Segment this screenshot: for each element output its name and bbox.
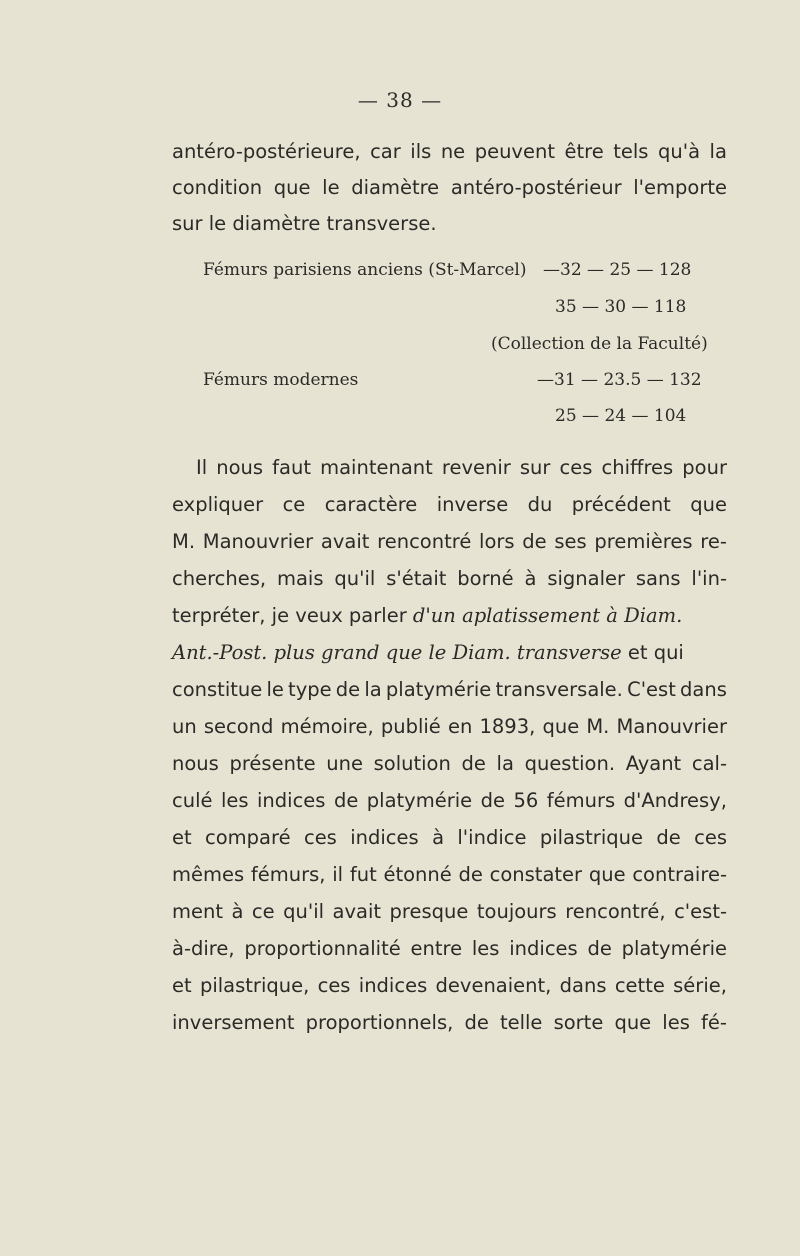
paragraph-line <box>172 863 727 886</box>
text-line: nous présente une solution de la question. Ayant cal- <box>172 752 727 775</box>
table-row-values: 35 — 30 — 118 <box>555 297 687 317</box>
paragraph-line <box>172 715 727 738</box>
table-row-label: Fémurs modernes <box>203 370 359 390</box>
text-line: antéro-postérieure, car ils ne peuvent être tels qu'à la <box>172 140 727 163</box>
text-line: et qui <box>621 641 684 664</box>
text-line: constitue le type de la platymérie transversale. C'est dans <box>172 678 727 701</box>
paragraph-line <box>172 789 727 812</box>
paragraph-line <box>172 900 727 923</box>
table-row-values: 25 — 24 — 104 <box>555 406 687 426</box>
intro-line <box>172 140 727 163</box>
text-line: ment à ce qu'il avait presque toujours rencontré, c'est- <box>172 900 727 923</box>
text-line: expliquer ce caractère inverse du précédent que <box>172 493 727 516</box>
table-row-values: —31 — 23.5 — 132 <box>537 370 702 390</box>
text-line: Il nous faut maintenant revenir sur ces chiffres pour <box>196 456 727 479</box>
paragraph-line <box>172 826 727 849</box>
text-line: et comparé ces indices à l'indice pilastrique de ces <box>172 826 727 849</box>
text-line: sur le diamètre transverse. <box>172 212 437 235</box>
text-line: et pilastrique, ces indices devenaient, dans cette série, <box>172 974 727 997</box>
text-line: un second mémoire, publié en 1893, que M. Manouvrier <box>172 715 727 738</box>
text-line: M. Manouvrier avait rencontré lors de ses premières re- <box>172 530 727 553</box>
text-line: terpréter, je veux parler <box>172 604 413 627</box>
page-number: — 38 — <box>357 88 443 112</box>
paragraph-line <box>172 678 727 701</box>
table-row-values: —32 — 25 — 128 <box>543 260 692 280</box>
text-line: inversement proportionnels, de telle sorte que les fé- <box>172 1011 727 1034</box>
table-source: (Collection de la Faculté) <box>491 334 708 354</box>
italic-text: d'un aplatissement à Diam. <box>412 604 683 627</box>
paragraph-line <box>172 493 727 516</box>
paragraph-line <box>172 530 727 553</box>
paragraph-line <box>172 1011 727 1034</box>
paragraph-line <box>172 974 727 997</box>
intro-line <box>172 212 727 235</box>
table-row-label: Fémurs parisiens anciens (St-Marcel) <box>203 260 527 280</box>
text-line: cherches, mais qu'il s'était borné à signaler sans l'in- <box>172 567 727 590</box>
paragraph-line <box>172 752 727 775</box>
text-line: à-dire, proportionnalité entre les indices de platymérie <box>172 937 727 960</box>
paragraph-line <box>172 567 727 590</box>
text-line: mêmes fémurs, il fut étonné de constater que contraire- <box>172 863 727 886</box>
text-line: culé les indices de platymérie de 56 fémurs d'Andresy, <box>172 789 727 812</box>
paragraph-line <box>172 604 727 627</box>
paragraph-line <box>172 641 727 664</box>
paragraph-line <box>196 456 727 479</box>
intro-line <box>172 176 727 199</box>
italic-text: Ant.-Post. plus grand que le Diam. transverse <box>172 641 622 664</box>
text-line: condition que le diamètre antéro-postérieur l'emporte <box>172 176 727 199</box>
paragraph-line <box>172 937 727 960</box>
